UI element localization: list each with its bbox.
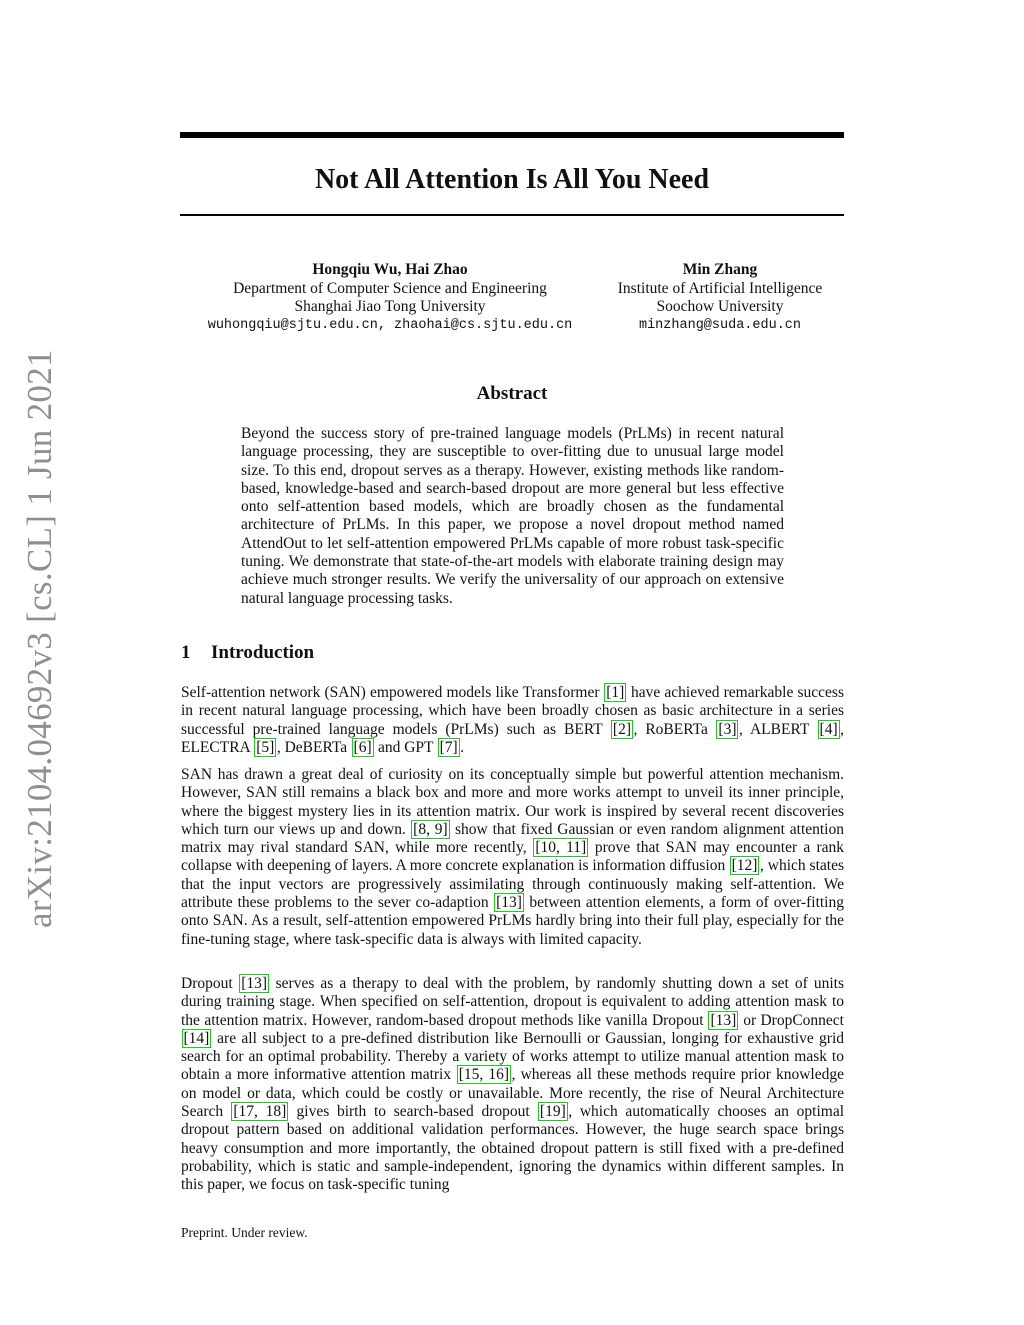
author-department: Department of Computer Science and Engineering (233, 279, 547, 297)
abstract-text: Beyond the success story of pre-trained language models (PrLMs) in recent natural language processing, they are susceptible to over-fitting due to unusual large model size. To this end, dropout serves as a therapy. However, existing methods like random-based, knowledge-based and search-based dropout are more general but less effective onto self-attention based models, which are broadly chosen as the fundamental architecture of PrLMs. In this paper, we propose a novel dropout method named AttendOut to let self-attention empowered PrLMs capable of more robust task-specific tuning. We demonstrate that state-of-the-art models with elaborate training design may achieve much stronger results. We verify the universality of our approach on extensive natural language processing tasks. (241, 425, 784, 607)
title-rule-bottom (180, 214, 844, 216)
citation-link[interactable]: [4] (819, 720, 838, 738)
title-rule-top (180, 132, 844, 138)
citation-link[interactable]: [5] (256, 738, 275, 756)
citation-link[interactable]: [15, 16] (458, 1066, 510, 1084)
author-department: Institute of Artificial Intelligence (617, 279, 823, 297)
author-email: wuhongqiu@sjtu.edu.cn, zhaohai@cs.sjtu.edu.cn (207, 317, 573, 333)
citation-link[interactable]: [2] (612, 720, 631, 738)
author-names: Min Zhang (682, 261, 758, 278)
abstract-heading: Abstract (476, 383, 548, 404)
author-block-1 (180, 261, 600, 335)
citation-link[interactable]: [10, 11] (535, 839, 587, 857)
section-heading-introduction (181, 641, 314, 665)
citation-link[interactable]: [6] (353, 738, 372, 756)
citation-link[interactable]: [7] (439, 738, 458, 756)
section-number: 1 (181, 642, 191, 663)
author-block-2 (600, 261, 840, 335)
intro-paragraph-3: Dropout [13] serves as a therapy to deal with the problem, by randomly shutting down a set of units during training stage. When specified on self-attention, dropout is equivalent to adding attention mask to the attention matrix. However, random-based dropout methods like vanilla Dropout [13] or DropConnect [14] are all subject to a pre-defined distribution like Bernoulli or Gaussian, longing for exhaustive grid search for an optimal probability. Thereby a variety of works attempt to utilize manual attention mask to obtain a more informative attention matrix [15, 16] , whereas all these methods require prior knowledge on model or data, which could be costly or unavailable. More recently, the rise of Neural Architecture Search [17, 18] gives birth to search-based dropout [19] , which automatically chooses an optimal dropout pattern based on additional validation performances. However, the huge search space brings heavy consumption and more importantly, the obtained dropout pattern is still fixed with a pre-defined probability, which is static and sample-independent, ignoring the dynamics within different samples. In this paper, we focus on task-specific tuning (181, 975, 845, 1194)
citation-link[interactable]: [13] (496, 894, 522, 912)
intro-paragraph-1: Self-attention network (SAN) empowered models like Transformer [1] have achieved remarkable success in recent natural language processing, which have been broadly chosen as basic architecture in a series successful pre-trained language models (PrLMs) such as BERT [2] , RoBERTa [3] , ALBERT [4] , ELECTRA [5] , DeBERTa [6] and GPT [7] . (181, 684, 844, 756)
citation-link[interactable]: [13] (241, 975, 268, 992)
citation-link[interactable]: [1] (606, 684, 625, 701)
citation-link[interactable]: [13] (710, 1011, 737, 1029)
intro-paragraph-2: SAN has drawn a great deal of curiosity on its conceptually simple but powerful attention mechanism. However, SAN still remains a black box and more and more works attempt to unveil its inner principle, where the biggest mystery lies in its attention matrix. Our work is inspired by several recent discoveries which turn our views up and down. [8, 9] show that fixed Gaussian or even random alignment attention matrix may rival standard SAN, while more recently, [10, 11] prove that SAN may encounter a rank collapse with deepening of layers. A more concrete explanation is information diffusion [12] , which states that the input vectors are progressively assimilating through continuously making self-attention. We attribute these problems to the sever co-adaption [13] between attention elements, a form of over-fitting onto SAN. As a result, self-attention empowered PrLMs hardly bring into their full play, especially for the fine-tuning stage, where task-specific data is always with limited capacity. (181, 766, 844, 948)
author-names: Hongqiu Wu, Hai Zhao (312, 261, 468, 278)
section-title: Introduction (211, 642, 315, 663)
arxiv-identifier-stamp: arXiv:2104.04692v3 [cs.CL] 1 Jun 2021 (20, 349, 59, 928)
citation-link[interactable]: [14] (183, 1029, 210, 1047)
citation-link[interactable]: [8, 9] (413, 820, 448, 838)
citation-link[interactable]: [19] (539, 1103, 566, 1121)
citation-link[interactable]: [17, 18] (233, 1103, 287, 1121)
paper-title: Not All Attention Is All You Need (314, 164, 710, 195)
page-footer: Preprint. Under review. (181, 1225, 308, 1240)
author-institution: Shanghai Jiao Tong University (294, 298, 486, 315)
author-institution: Soochow University (656, 298, 784, 315)
citation-link[interactable]: [12] (731, 857, 758, 875)
author-email: minzhang@suda.edu.cn (638, 317, 802, 333)
citation-link[interactable]: [3] (718, 720, 737, 738)
